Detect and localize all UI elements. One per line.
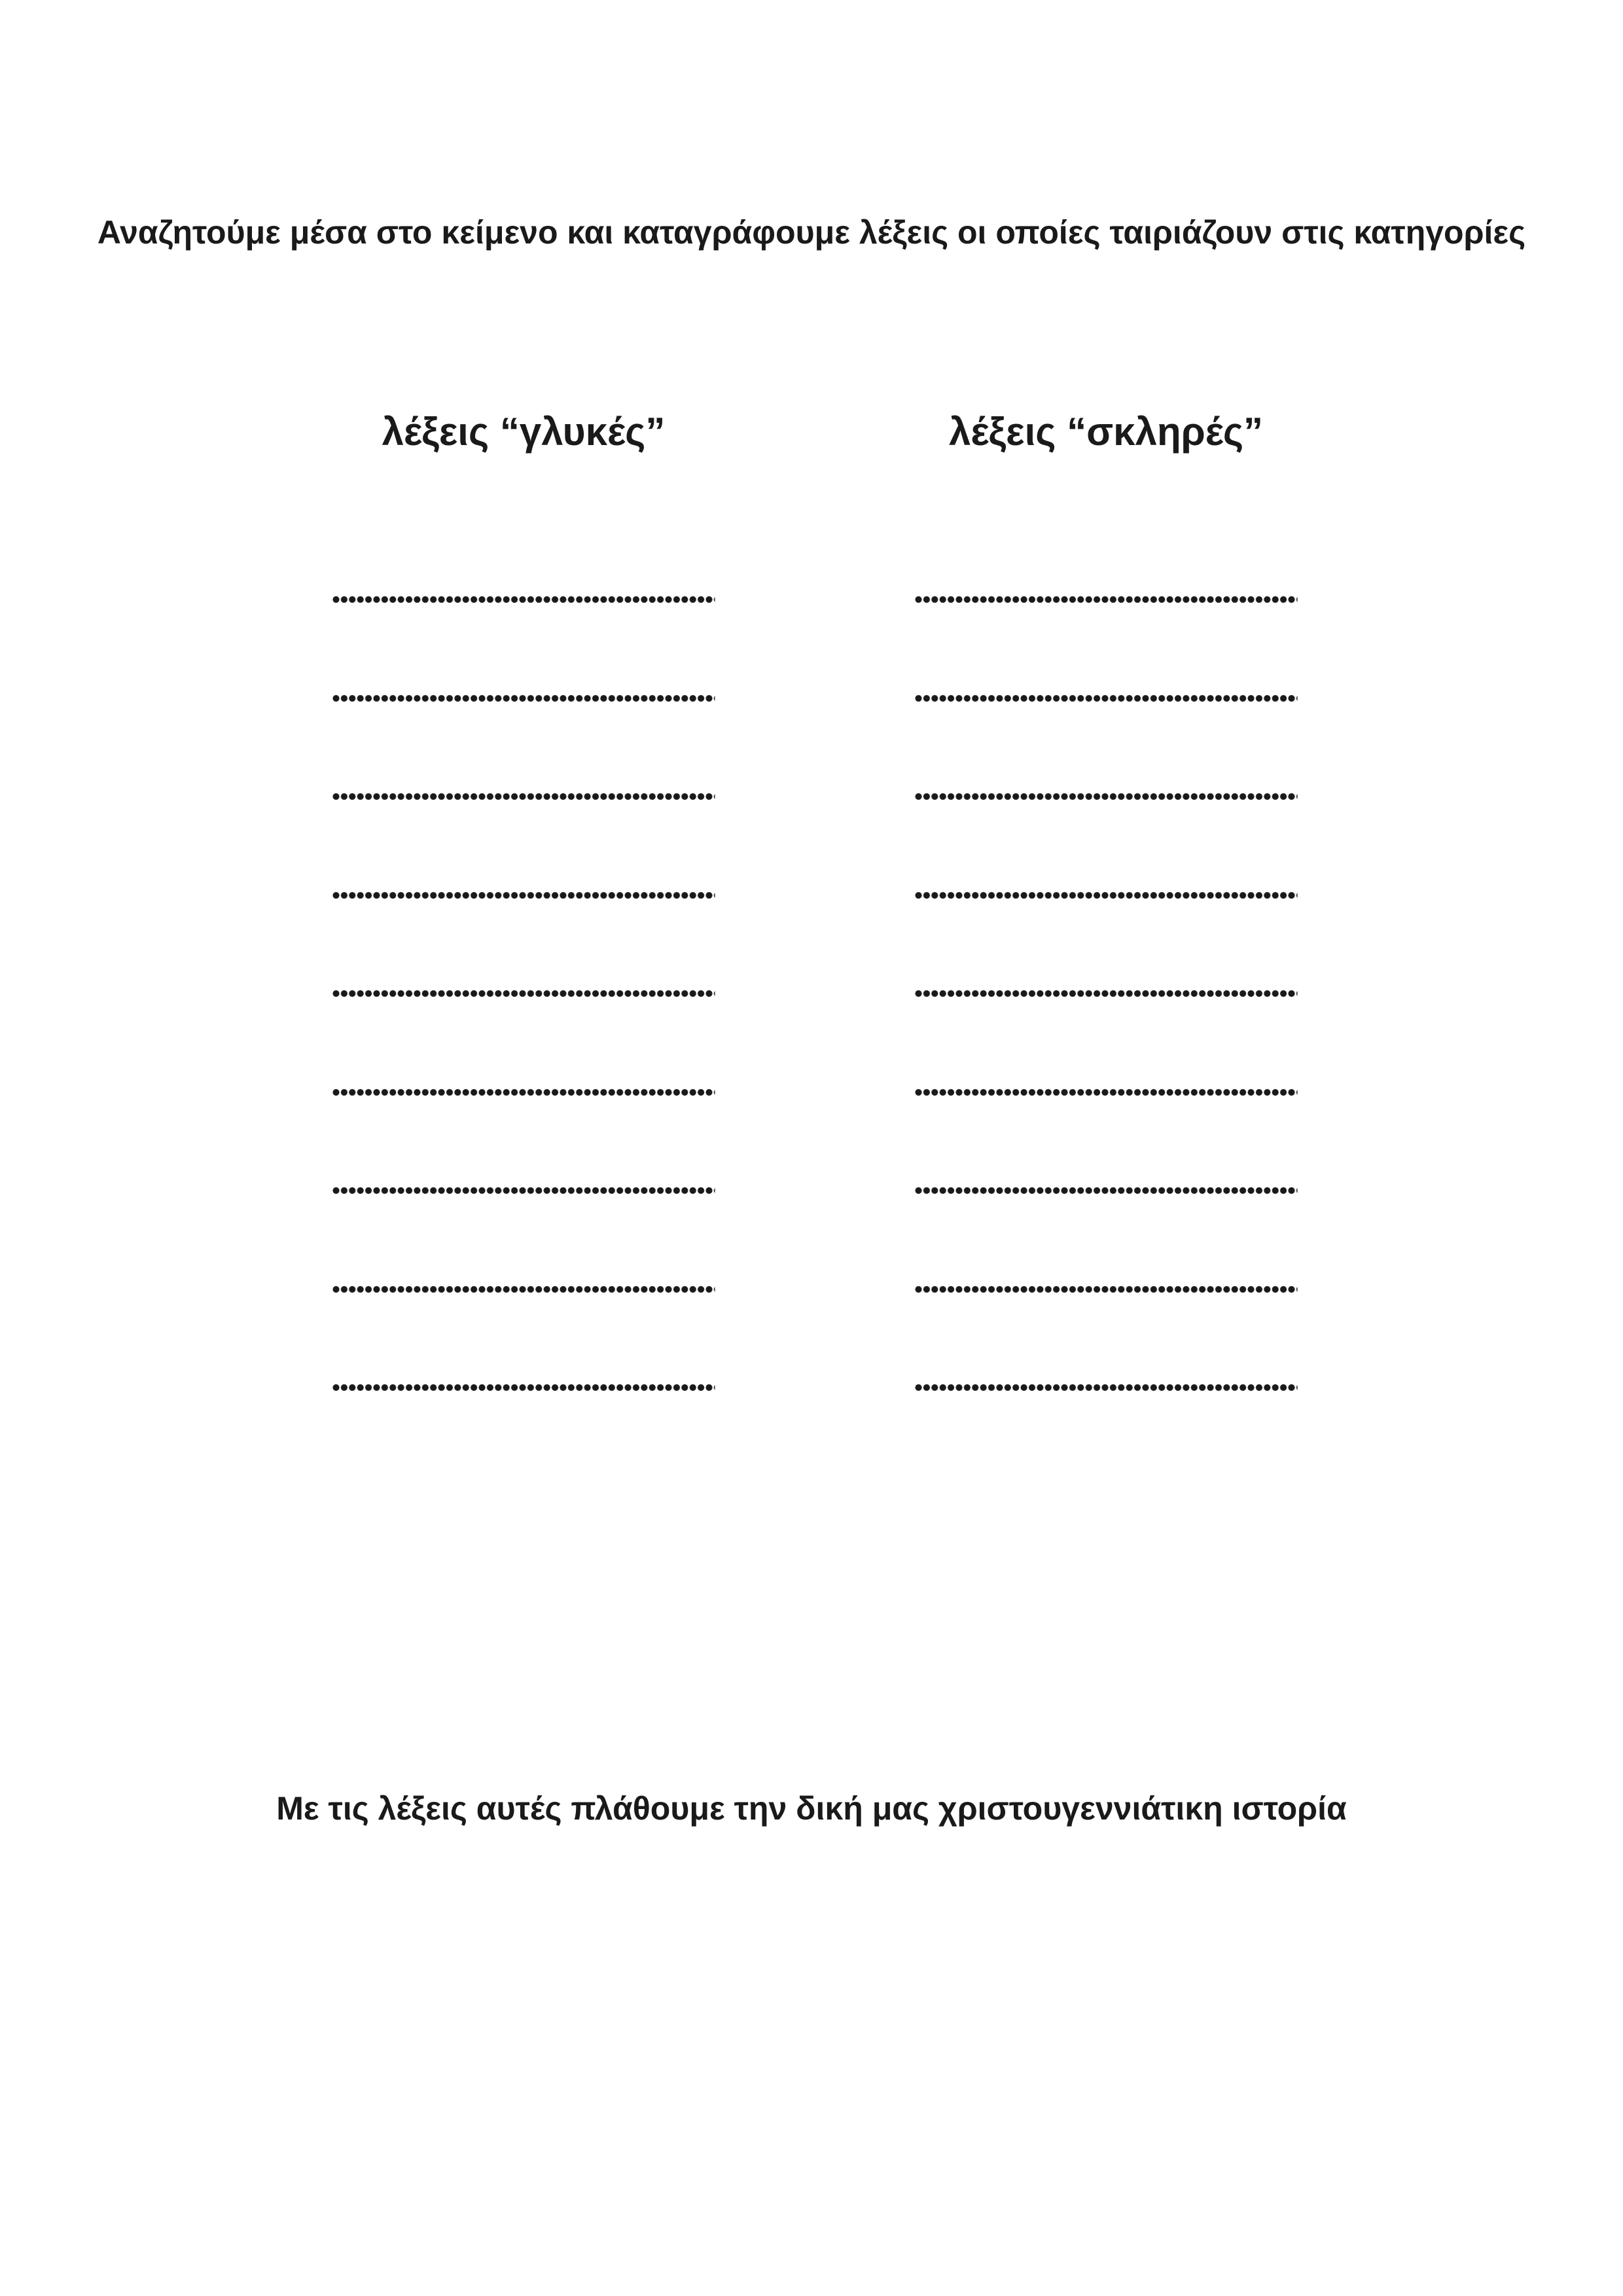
- dotted-line: [332, 1088, 715, 1096]
- blank-answer-line[interactable]: [883, 797, 1329, 895]
- blank-answer-line[interactable]: [301, 895, 746, 994]
- dotted-line: [915, 694, 1298, 702]
- dotted-line: [332, 1187, 715, 1194]
- blank-answer-line[interactable]: [301, 698, 746, 797]
- dotted-line: [915, 793, 1298, 800]
- blank-answer-line[interactable]: [301, 1289, 746, 1388]
- dotted-line: [915, 1088, 1298, 1096]
- dotted-line: [332, 990, 715, 997]
- hard-words-heading: λέξεις “σκληρές”: [948, 410, 1264, 454]
- blank-answer-line[interactable]: [883, 1289, 1329, 1388]
- blank-answer-line[interactable]: [301, 1388, 746, 1486]
- dotted-line: [915, 1384, 1298, 1391]
- blank-answer-line[interactable]: [883, 1191, 1329, 1289]
- blank-answer-line[interactable]: [301, 1191, 746, 1289]
- sweet-words-blank-lines: [301, 600, 746, 1486]
- dotted-line: [332, 891, 715, 899]
- blank-answer-line[interactable]: [883, 1092, 1329, 1191]
- instruction-top: Αναζητούμε μέσα στο κείμενο και καταγράφουμε λέξεις οι οποίες ταιριάζουν στις κατηγορίες: [97, 214, 1526, 251]
- dotted-line: [332, 694, 715, 702]
- dotted-line: [332, 1384, 715, 1391]
- hard-words-column: [883, 406, 1329, 1486]
- dotted-line: [332, 1285, 715, 1293]
- blank-answer-line[interactable]: [883, 698, 1329, 797]
- sweet-words-heading: λέξεις “γλυκές”: [382, 410, 666, 454]
- dotted-line: [915, 1285, 1298, 1293]
- sweet-words-column: [301, 406, 746, 1486]
- blank-answer-line[interactable]: [883, 1388, 1329, 1486]
- dotted-line: [915, 990, 1298, 997]
- dotted-line: [915, 891, 1298, 899]
- blank-answer-line[interactable]: [883, 895, 1329, 994]
- blank-answer-line[interactable]: [301, 600, 746, 698]
- blank-answer-line[interactable]: [301, 797, 746, 895]
- dotted-line: [915, 596, 1298, 603]
- blank-answer-line[interactable]: [301, 994, 746, 1092]
- blank-answer-line[interactable]: [301, 1092, 746, 1191]
- dotted-line: [915, 1187, 1298, 1194]
- blank-answer-line[interactable]: [883, 994, 1329, 1092]
- dotted-line: [332, 596, 715, 603]
- instruction-bottom: Με τις λέξεις αυτές πλάθουμε την δική μας χριστουγεννιάτικη ιστορία: [276, 1790, 1347, 1827]
- blank-answer-line[interactable]: [883, 600, 1329, 698]
- hard-words-blank-lines: [883, 600, 1329, 1486]
- dotted-line: [332, 793, 715, 800]
